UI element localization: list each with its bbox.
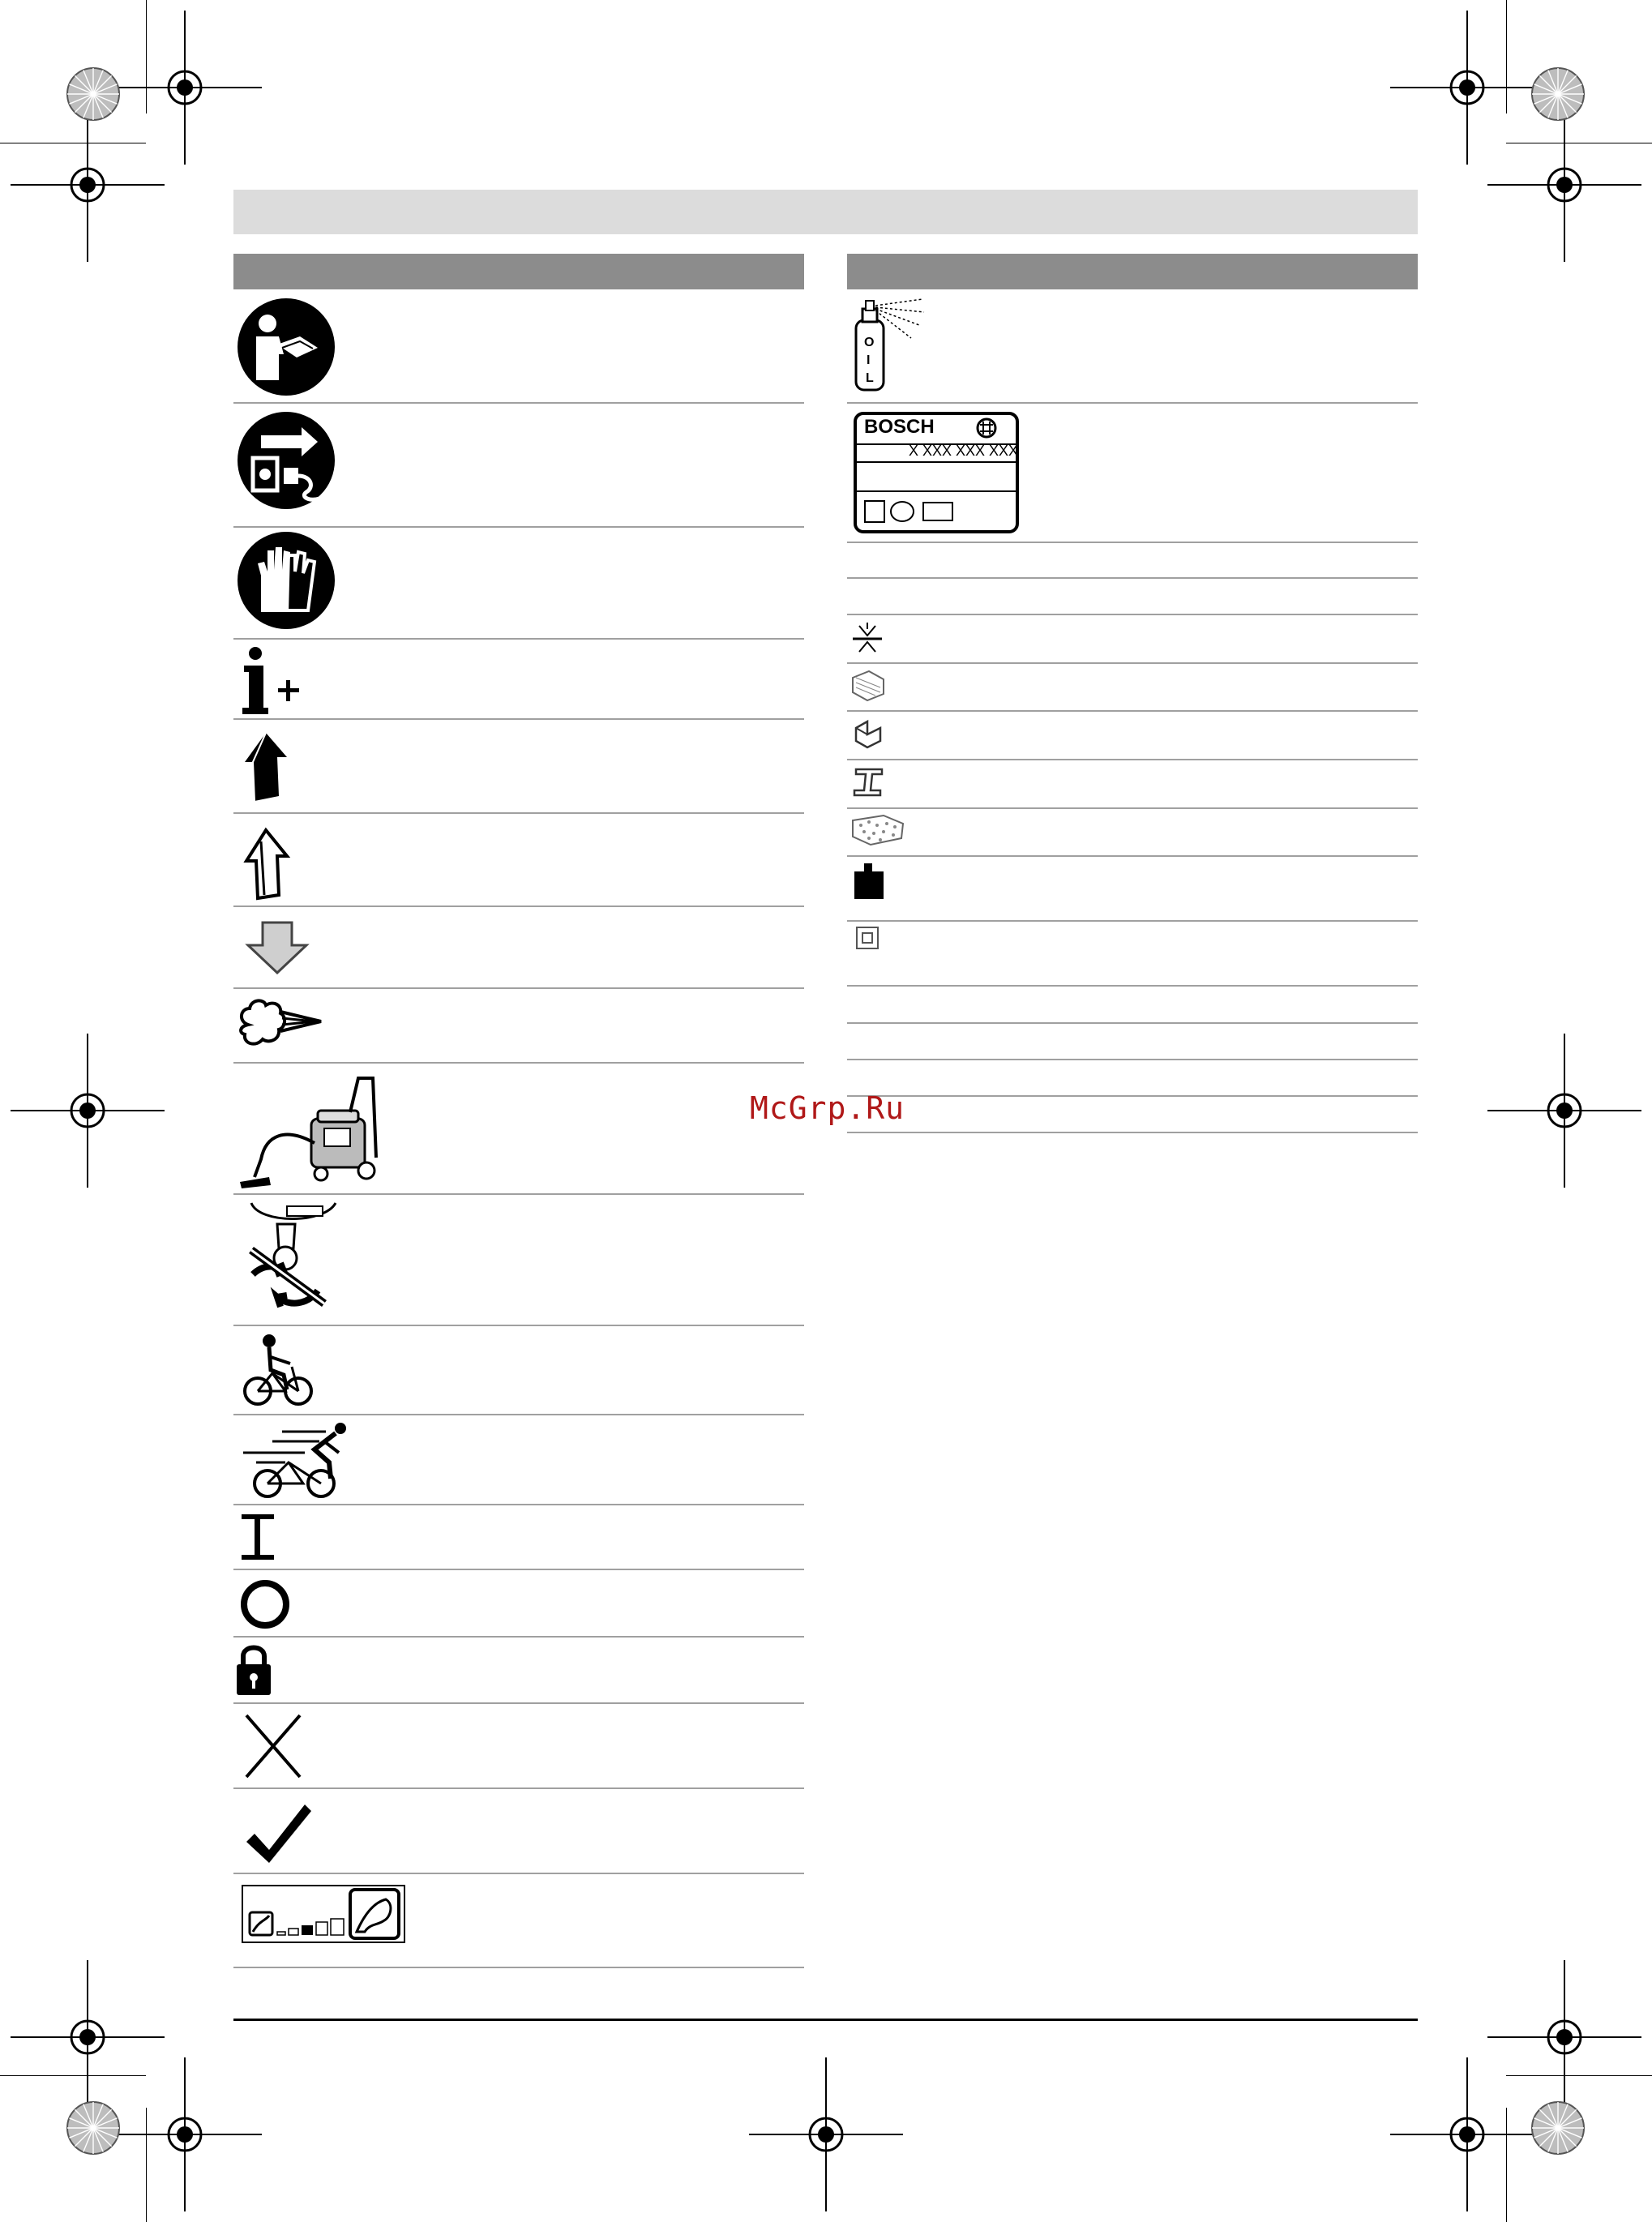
speed-scale-icon [242, 1885, 405, 1943]
arrow-up-outline-icon [243, 827, 292, 901]
dust-extraction-icon [237, 994, 326, 1052]
page-footer-rule [233, 2019, 1418, 2021]
svg-text:I: I [867, 353, 871, 367]
watermark-text: McGrp.Ru [750, 1090, 905, 1126]
svg-text:L: L [866, 371, 874, 385]
vacuum-cleaner-icon [237, 1070, 383, 1190]
info-plus-icon [239, 646, 304, 715]
switch-off-icon [239, 1578, 291, 1630]
metal-profile-icon [853, 718, 885, 751]
steel-beam-icon [853, 766, 885, 798]
no-rotation-icon [243, 1200, 340, 1315]
bicycle-fast-icon [240, 1420, 349, 1500]
cutting-depth-icon [851, 623, 884, 655]
nameplate-brand: BOSCH [864, 416, 935, 438]
switch-on-icon [240, 1513, 276, 1561]
page-header-band [233, 190, 1418, 234]
right-column-header [847, 254, 1418, 289]
read-manual-icon [237, 298, 336, 396]
protection-class-icon [855, 926, 879, 950]
lock-icon [235, 1642, 272, 1697]
weight-icon [853, 862, 885, 901]
unplug-power-icon [237, 411, 336, 510]
arrow-down-icon [245, 921, 310, 974]
wear-gloves-icon [237, 531, 336, 630]
stone-icon [851, 814, 905, 846]
forbidden-cross-icon [243, 1714, 303, 1779]
nameplate-serial: X XXX XXX XXX [909, 443, 1019, 459]
arrow-up-solid-icon [243, 730, 292, 803]
svg-text:O: O [864, 336, 875, 349]
bicycle-slow-icon [242, 1331, 316, 1407]
wood-icon [851, 670, 885, 702]
checkmark-icon [243, 1800, 313, 1866]
left-column-header [233, 254, 804, 289]
oil-spray-icon [850, 296, 931, 393]
